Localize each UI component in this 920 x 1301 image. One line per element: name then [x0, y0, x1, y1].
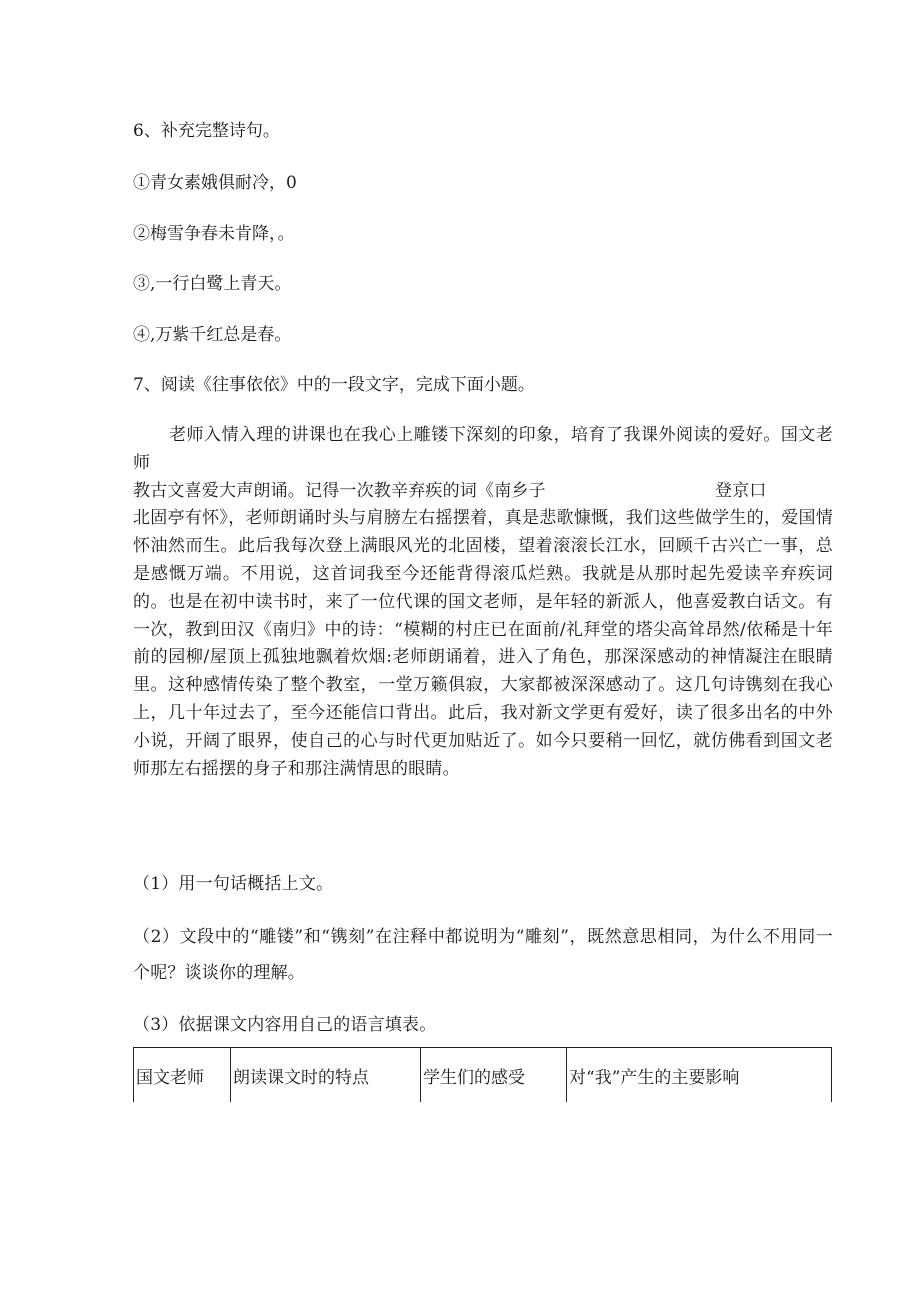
passage-line-1: 老师入情入理的讲课也在我心上雕镂下深刻的印象，培育了我课外阅读的爱好。国文老师: [133, 425, 833, 473]
sub-question-1: （1）用一句话概括上文。: [133, 874, 334, 894]
passage-line-2: 教古文喜爱大声朗诵。记得一次教辛弃疾的词《南乡子: [133, 480, 546, 501]
passage-gap-word: 登京口: [715, 480, 767, 501]
answer-table-header-row: [134, 1048, 832, 1103]
header-teacher: 国文老师: [134, 1048, 231, 1103]
passage-rest: 北固亭有怀》，老师朗诵时头与肩膀左右摇摆着，真是悲歌慷慨，我们这些做学生的，爱国情怀油然而生。此后我每次登上满眼风光的北固楼，望着滚滚长江水，回顾千古兴亡一事，总是感慨万端。不用说，这首词我至今还能背得滚瓜烂熟。我就是从那时起先爱读辛弃疾词的。也是在初中读书时，来了一位代课的国文老师，是年轻的新派人，他喜爱教白话文。有一次，教到田汉《南归》中的诗：“模糊的村庄已在面前/礼拜堂的塔尖高耸昂然/依稀是十年前的园柳/屋顶上孤独地飘着炊烟:老师朗诵着，进入了角色，那深深感动的神情凝注在眼睛里。这种感情传染了整个教室，一堂万籁俱寂，大家都被深深感动了。这几句诗镌刻在我心上，几十年过去了，至今还能信口背出。此后，我对新文学更有爱好，读了很多出名的中外小说，开阔了眼界，使自己的心与时代更加贴近了。如今只要稍一回忆，就仿佛看到国文老师那左右摇摆的身子和那注满情思的眼睛。: [133, 508, 833, 779]
poem-line-2: ②梅雪争春未肯降，。: [133, 224, 295, 244]
sub-question-3: （3）依据课文内容用自己的语言填表。: [133, 1015, 437, 1035]
answer-table: [133, 1047, 832, 1102]
header-influence-on-me: 对“我”产生的主要影响: [567, 1048, 832, 1103]
header-reading-feature: 朗读课文时的特点: [231, 1048, 421, 1103]
sub-question-2: （2）文段中的“雕镂”和“镌刻”在注释中都说明为“雕刻”，既然意思相同，为什么不用同一个呢？谈谈你的理解。: [133, 927, 833, 983]
header-student-feeling: 学生们的感受: [421, 1048, 567, 1103]
poem-line-4: ④,万紫千红总是春。: [133, 325, 292, 345]
poem-line-3: ③,一行白鹭上青天。: [133, 274, 292, 294]
passage-line-2-wrap: [133, 478, 833, 506]
question-6-title: 6、补充完整诗句。: [133, 121, 280, 141]
poem-line-1: ①青女素娥俱耐冷，0: [133, 173, 297, 193]
question-7-title: 7、阅读《往事依依》中的一段文字，完成下面小题。: [133, 375, 535, 395]
reading-passage: [133, 422, 833, 783]
